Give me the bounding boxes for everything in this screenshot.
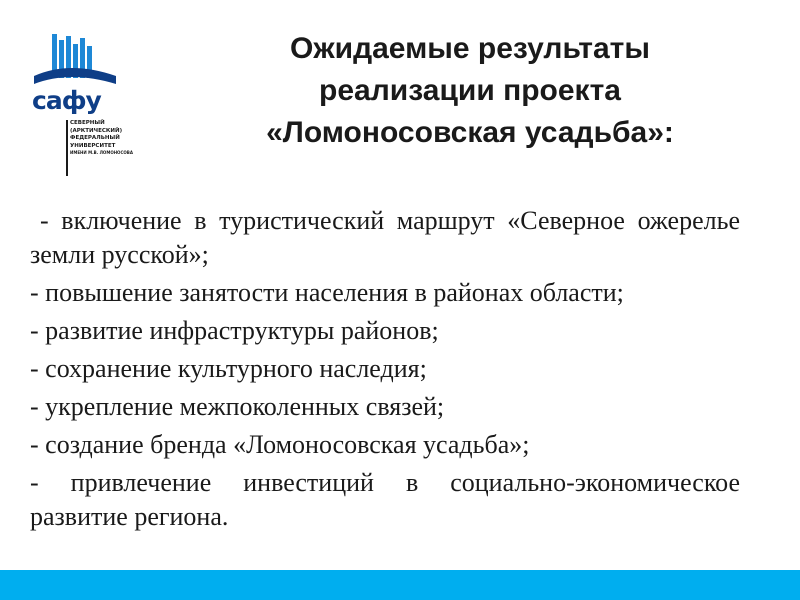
list-item: - развитие инфраструктуры районов;: [30, 316, 439, 345]
list-item: - сохранение культурного наследия;: [30, 354, 427, 383]
slide-title: [170, 28, 770, 154]
title-line: Ожидаемые результаты: [290, 32, 650, 65]
title-line: реализации проекта: [319, 74, 621, 107]
logo-line: ФЕДЕРАЛЬНЫЙ: [70, 135, 120, 141]
results-list: [30, 204, 740, 538]
title-line: «Ломоносовская усадьба»:: [266, 116, 674, 149]
list-item: - привлечение инвестиций в социально-экономическое развитие региона.: [30, 468, 740, 531]
list-item: - укрепление межпоколенных связей;: [30, 392, 445, 421]
logo-divider: [66, 120, 68, 176]
list-item: - создание бренда «Ломоносовская усадьба»;: [30, 430, 530, 459]
logo-line: (АРКТИЧЕСКИЙ): [70, 127, 123, 134]
logo-subtitle: [70, 120, 133, 156]
logo-line: ИМЕНИ М.В. ЛОМОНОСОВА: [70, 150, 133, 155]
logo-line: СЕВЕРНЫЙ: [70, 120, 105, 126]
list-item: - включение в туристический маршрут «Северное ожерелье земли русской»;: [30, 206, 740, 269]
logo-line: УНИВЕРСИТЕТ: [70, 142, 116, 149]
list-item: - повышение занятости населения в районах области;: [30, 278, 624, 307]
logo-wordmark: сафу: [32, 86, 101, 115]
bottom-accent-band: [0, 570, 800, 600]
university-logo: [30, 30, 133, 155]
